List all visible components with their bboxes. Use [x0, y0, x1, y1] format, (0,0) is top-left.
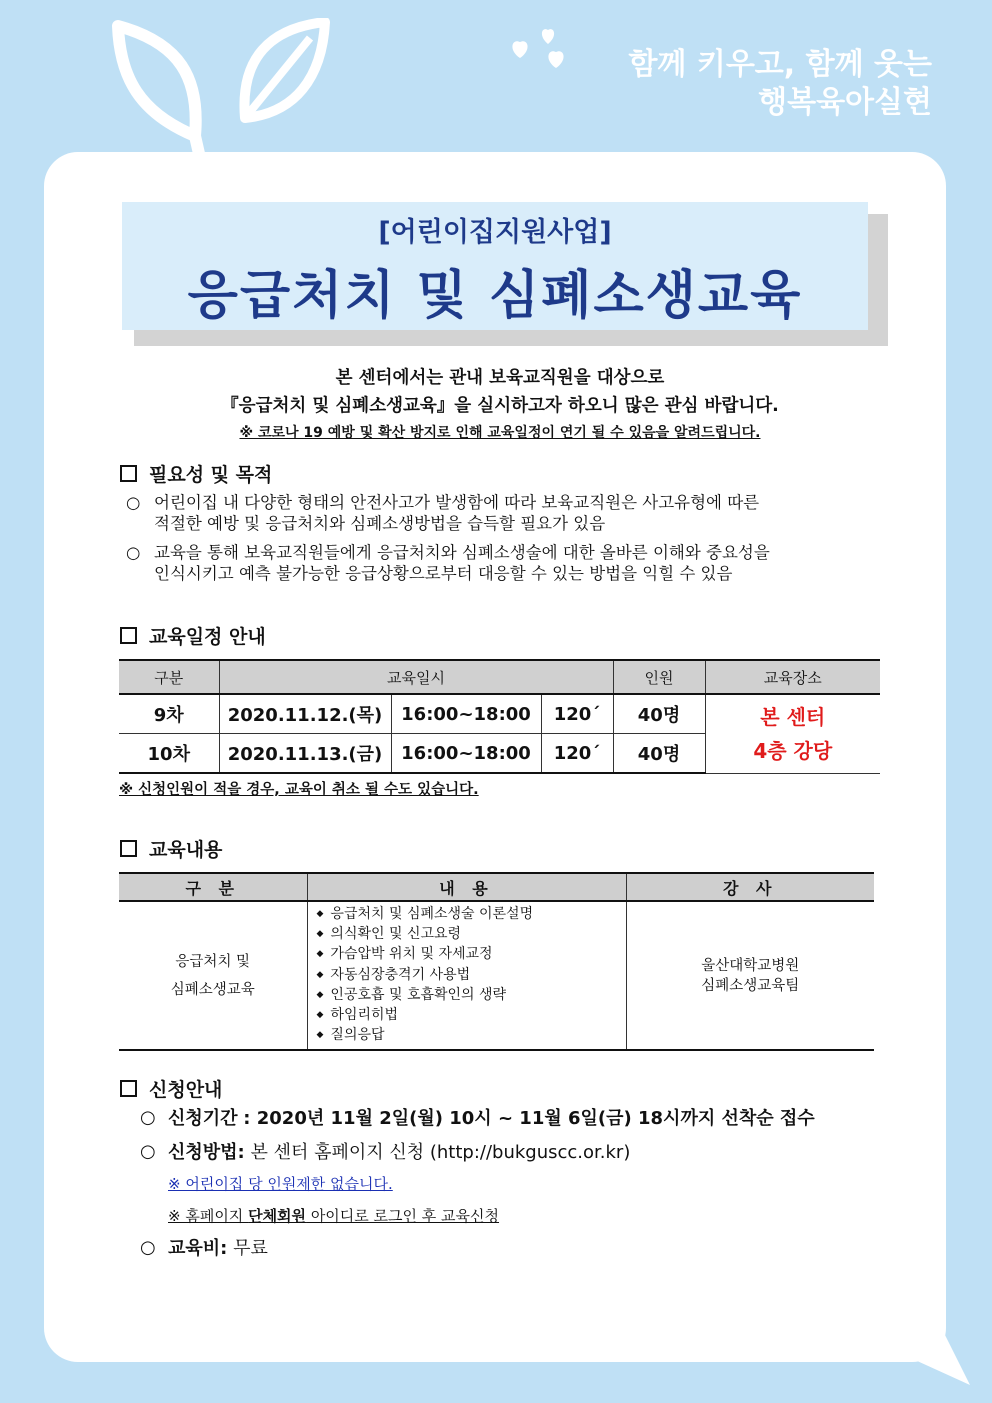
instructor-line1: 울산대학교병원 — [701, 957, 800, 974]
item-line1: 어린이집 내 다양한 형태의 안전사고가 발생함에 따라 보육교직원은 사고유형에 따른 — [154, 493, 760, 512]
section-apply-title — [120, 1075, 222, 1102]
cell-minutes: 120´ — [541, 694, 613, 734]
intro-line1: 본 센터에서는 관내 보육교직원을 대상으로 — [335, 368, 665, 388]
apply-period — [140, 1104, 815, 1130]
cell-time: 16:00~18:00 — [391, 734, 541, 774]
list-item: ◆ 질의응답 — [317, 1026, 625, 1046]
checkbox-square-icon — [120, 840, 137, 857]
checkbox-square-icon — [120, 627, 137, 644]
circle-bullet-icon: ○ — [126, 493, 141, 512]
header-place: 교육장소 — [705, 660, 880, 694]
content-list — [309, 903, 625, 1048]
list-item: ◆ 자동심장충격기 사용법 — [317, 966, 625, 986]
period-value: : 2020년 11월 2일(월) 10시 ~ 11월 6일(금) 18시까지 선착순 접수 — [243, 1108, 815, 1129]
circle-bullet-icon: ○ — [140, 1106, 156, 1128]
title-box — [122, 202, 868, 330]
note-part: ※ 홈페이지 — [168, 1207, 249, 1225]
table-row — [119, 901, 874, 1050]
slogan-line2: 행복육아실현 — [758, 85, 932, 120]
table-row — [119, 694, 880, 734]
circle-bullet-icon: ○ — [140, 1140, 156, 1162]
slogan-line1: 함께 키우고, 함께 웃는 — [628, 47, 932, 82]
section-title-text: 신청안내 — [149, 1079, 223, 1101]
intro-line2: 『응급처치 및 심폐소생교육』을 실시하고자 하오니 많은 관심 바랍니다. — [221, 396, 779, 416]
schedule-note: ※ 신청인원이 적을 경우, 교육이 취소 될 수도 있습니다. — [119, 782, 479, 798]
table-header-row — [119, 873, 874, 901]
section-title-text: 교육내용 — [149, 839, 223, 861]
period-label: 신청기간 — [168, 1108, 238, 1129]
schedule-table — [119, 659, 880, 774]
necessity-item-1 — [126, 492, 894, 534]
item-line2: 적절한 예방 및 응급처치와 심폐소생방법을 습득할 필요가 있음 — [154, 514, 606, 533]
section-title-text: 교육일정 안내 — [149, 626, 266, 648]
cell-date: 2020.11.12.(목) — [219, 694, 391, 734]
cell-people: 40명 — [613, 734, 705, 774]
header-people: 인원 — [613, 660, 705, 694]
cell-people: 40명 — [613, 694, 705, 734]
list-item: ◆ 가슴압박 위치 및 자세교정 — [317, 945, 625, 965]
list-item: ◆ 의식확인 및 신고요령 — [317, 925, 625, 945]
method-value: 본 센터 홈페이지 신청 (http://bukguscc.or.kr) — [250, 1142, 631, 1163]
cell-content — [307, 901, 626, 1050]
item-line1: 교육을 통해 보육교직원들에게 응급처치와 심폐소생술에 대한 올바른 이해와 중요성을 — [154, 543, 770, 562]
method-label: 신청방법: — [168, 1142, 245, 1163]
category-line2: 심폐소생교육 — [170, 981, 255, 998]
circle-bullet-icon: ○ — [126, 543, 141, 562]
fee-value: 무료 — [233, 1238, 268, 1259]
cell-place — [705, 694, 880, 773]
item-line2: 인식시키고 예측 불가능한 응급상황으로부터 대응할 수 있는 방법을 익힐 수 있음 — [154, 564, 733, 583]
heart-icon — [508, 28, 578, 78]
list-item: ◆ 응급처치 및 심폐소생술 이론설명 — [317, 905, 625, 925]
section-title-text: 필요성 및 목적 — [149, 464, 273, 486]
header-content: 내 용 — [307, 873, 626, 901]
section-schedule-title — [120, 622, 266, 649]
table-header-row — [119, 660, 880, 694]
cell-round: 9차 — [119, 694, 219, 734]
place-line2: 4층 강당 — [753, 738, 833, 763]
circle-bullet-icon: ○ — [140, 1236, 156, 1258]
checkbox-square-icon — [120, 1080, 137, 1097]
list-item: ◆ 인공호흡 및 호흡확인의 생략 — [317, 986, 625, 1006]
header-instructor: 강 사 — [626, 873, 874, 901]
apply-note-limit: ※ 어린이집 당 인원제한 없습니다. — [168, 1175, 393, 1193]
necessity-item-2 — [126, 542, 894, 584]
header-round: 구분 — [119, 660, 219, 694]
header-datetime: 교육일시 — [219, 660, 613, 694]
slogan — [628, 46, 932, 122]
category-line1: 응급처치 및 — [175, 953, 251, 970]
leaf-outline-icon — [100, 18, 340, 158]
speech-tail-decoration — [915, 1335, 975, 1390]
apply-note-login — [168, 1205, 499, 1226]
content-table — [119, 872, 874, 1051]
cell-time: 16:00~18:00 — [391, 694, 541, 734]
list-item: ◆ 하임리히법 — [317, 1006, 625, 1026]
apply-method — [140, 1138, 630, 1164]
note-part: 아이디로 로그인 후 교육신청 — [306, 1207, 500, 1225]
cell-round: 10차 — [119, 734, 219, 774]
title-subtitle: [어린이집지원사업] — [378, 217, 612, 248]
instructor-line2: 심폐소생교육팀 — [701, 977, 800, 994]
page-title: 응급처치 및 심폐소생교육 — [187, 266, 803, 326]
intro-note: ※ 코로나 19 예방 및 확산 방지로 인해 교육일정이 연기 될 수 있음을 알려드립니다. — [239, 425, 761, 441]
place-line1: 본 센터 — [760, 704, 826, 729]
cell-category — [119, 901, 307, 1050]
note-emphasis: 단체회원 — [248, 1207, 307, 1225]
checkbox-square-icon — [120, 465, 137, 482]
cell-minutes: 120´ — [541, 734, 613, 774]
intro — [60, 364, 940, 442]
section-necessity-title — [120, 460, 272, 487]
section-content-title — [120, 835, 222, 862]
cell-date: 2020.11.13.(금) — [219, 734, 391, 774]
apply-fee — [140, 1234, 268, 1260]
cell-instructor — [626, 901, 874, 1050]
header-category: 구 분 — [119, 873, 307, 901]
fee-label: 교육비: — [168, 1238, 228, 1259]
